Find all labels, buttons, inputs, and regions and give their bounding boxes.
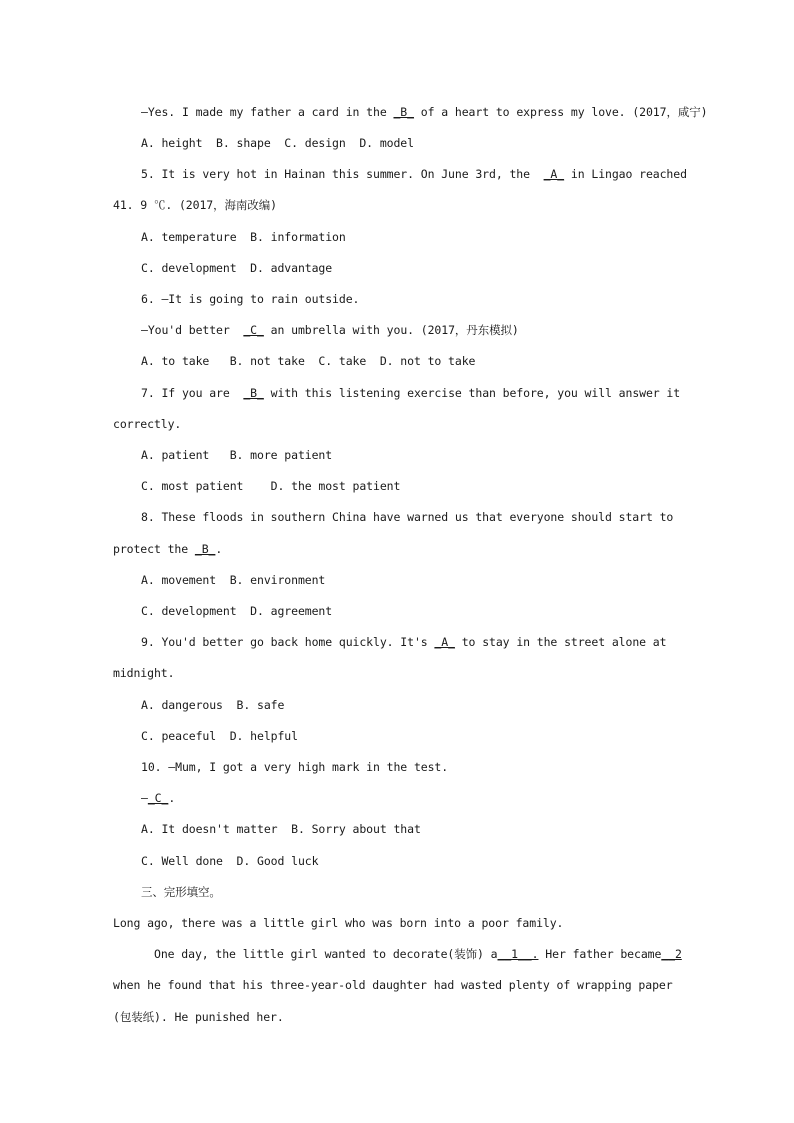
q7-stem-cont: correctly.: [113, 417, 182, 431]
q5-stem-cont: 41. 9 ℃. (2017，海南改编): [113, 198, 277, 212]
cloze-paragraph-2-end: (包装纸). He punished her.: [113, 1010, 284, 1024]
q10-options-cd: C. Well done D. Good luck: [141, 854, 319, 868]
answer-blank: _C_: [147, 791, 169, 805]
section-heading-cloze: 三、完形填空。: [141, 885, 221, 899]
line-q4-answer: —Yes. I made my father a card in the _B_ of a heart to express my love. (2017，咸宁): [141, 105, 708, 119]
answer-blank: _C_: [243, 323, 264, 337]
q10-options-ab: A. It doesn't matter B. Sorry about that: [141, 822, 421, 836]
q7-stem: 7. If you are _B_ with this listening exercise than before, you will answer it: [141, 386, 681, 400]
answer-blank: _A_: [434, 635, 455, 649]
q4-options: A. height B. shape C. design D. model: [141, 136, 414, 150]
q5-stem: 5. It is very hot in Hainan this summer. On June 3rd, the _A_ in Lingao reached: [141, 167, 687, 181]
q8-stem: 8. These floods in southern China have warned us that everyone should start to: [141, 510, 674, 524]
q6-options: A. to take B. not take C. take D. not to take: [141, 354, 476, 368]
cloze-blank-2: __2: [661, 947, 682, 961]
q9-stem-cont: midnight.: [113, 666, 175, 680]
q10-reply: —_C_.: [141, 791, 176, 805]
cloze-paragraph-2: One day, the little girl wanted to decorate(装饰) a__1__. Her father became__2: [154, 947, 682, 961]
q7-options-ab: A. patient B. more patient: [141, 448, 333, 462]
q5-options-ab: A. temperature B. information: [141, 230, 346, 244]
q9-options-ab: A. dangerous B. safe: [141, 698, 285, 712]
answer-blank: _B_: [243, 386, 264, 400]
q6-stem: 6. —It is going to rain outside.: [141, 292, 360, 306]
q6-reply: —You'd better _C_ an umbrella with you. (2017，丹东模拟): [141, 323, 519, 337]
q8-stem-cont: protect the _B_.: [113, 542, 223, 556]
q10-stem: 10. —Mum, I got a very high mark in the test.: [141, 760, 449, 774]
answer-blank: _B_: [194, 542, 216, 556]
cloze-paragraph-1: Long ago, there was a little girl who was born into a poor family.: [113, 916, 564, 930]
q9-options-cd: C. peaceful D. helpful: [141, 729, 298, 743]
q9-stem: 9. You'd better go back home quickly. It's _A_ to stay in the street alone at: [141, 635, 667, 649]
cloze-paragraph-2-cont: when he found that his three-year-old daughter had wasted plenty of wrapping paper: [113, 978, 673, 992]
cloze-blank-1: __1__.: [497, 947, 539, 961]
answer-blank: _A_: [543, 167, 565, 181]
q8-options-ab: A. movement B. environment: [141, 573, 326, 587]
q5-options-cd: C. development D. advantage: [141, 261, 333, 275]
q7-options-cd: C. most patient D. the most patient: [141, 479, 401, 493]
answer-blank: _B_: [393, 105, 414, 119]
q8-options-cd: C. development D. agreement: [141, 604, 333, 618]
